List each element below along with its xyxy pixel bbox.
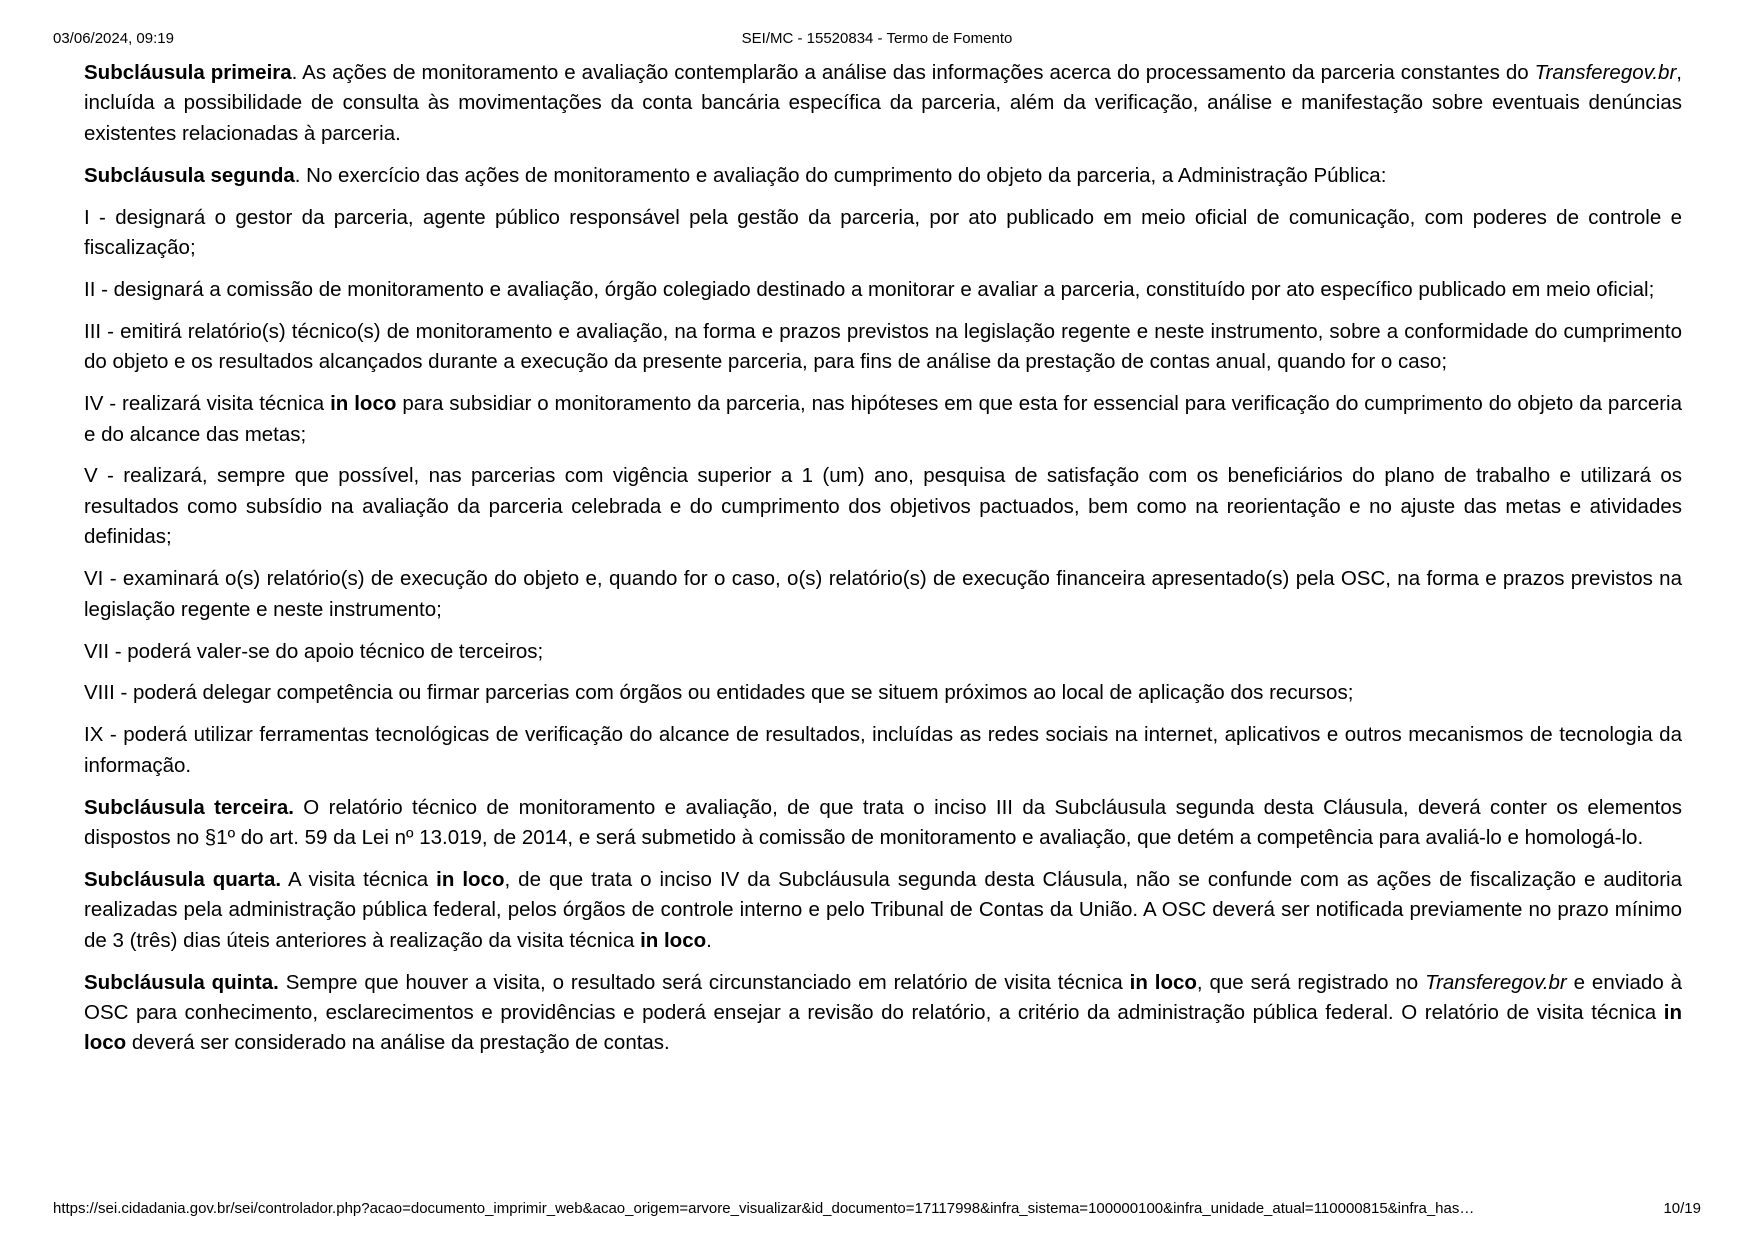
paragraph-text: O relatório técnico de monitoramento e avaliação, de que trata o inciso III da Subcláusula segunda desta Cláusula, deverá conter os elementos dispostos no §1º do art. 59 da Lei nº 13.019, de 2014, e será submetido à comissão de monitoramento e avaliação, que detém a competência para avaliá-lo e homologá-lo. xyxy=(84,795,1682,850)
item-v: V - realizará, sempre que possível, nas parcerias com vigência superior a 1 (um) ano, pesquisa de satisfação com os beneficiários do plano de trabalho e utilizará os resultados como subsídio na avaliação da parceria celebrada e do cumprimento dos objetivos pactuados, bem como na reorientação e no ajuste das metas e atividades definidas; xyxy=(84,464,1682,549)
document-title: SEI/MC - 15520834 - Termo de Fomento xyxy=(741,30,1013,47)
item-ix: IX - poderá utilizar ferramentas tecnológicas de verificação do alcance de resultados, incluídas as redes sociais na internet, aplicativos e outros mecanismos de tecnologia da informação. xyxy=(84,723,1682,777)
paragraph-text: e enviado à OSC para conhecimento, esclarecimentos e providências e poderá ensejar a revisão do relatório, a critério da administração pública federal. O relatório de visita técnica xyxy=(84,970,1683,1025)
subclause-fourth xyxy=(84,865,1682,956)
print-footer xyxy=(53,1200,1701,1220)
paragraph-text: Sempre que houver a visita, o resultado será circunstanciado em relatório de visita técnica xyxy=(278,970,1130,994)
print-timestamp: 03/06/2024, 09:19 xyxy=(53,30,174,47)
paragraph-text: . As ações de monitoramento e avaliação contemplarão a análise das informações acerca do processamento da parceria constantes do xyxy=(291,61,1535,84)
document-url: https://sei.cidadania.gov.br/sei/controlador.php?acao=documento_imprimir_web&acao_origem=arvore_visualizar&id_documento=17117998&infra_sistema=100000100&infra_unidade_atual=110000815&infra_has… xyxy=(53,1200,1475,1217)
paragraph-text: . xyxy=(706,928,712,952)
item-viii: VIII - poderá delegar competência ou firmar parcerias com órgãos ou entidades que se situem próximos ao local de aplicação dos recursos; xyxy=(84,681,1354,705)
item-iii: III - emitirá relatório(s) técnico(s) de monitoramento e avaliação, na forma e prazos previstos na legislação regente e neste instrumento, sobre a conformidade do cumprimento do objeto e os resultados alcançados durante a execução da presente parceria, para fins de análise da prestação de contas anual, quando for o caso; xyxy=(84,319,1682,374)
subclause-heading: Subcláusula segunda xyxy=(84,163,295,187)
paragraph-text: para subsidiar o monitoramento da parceria, nas hipóteses em que esta for essencial para verificação do cumprimento do objeto da parceria e do alcance das metas; xyxy=(84,392,1682,446)
subclause-heading: Subcláusula quarta. xyxy=(84,867,282,891)
item-i: I - designará o gestor da parceria, agente público responsável pela gestão da parceria, por ato publicado em meio oficial de comunicação, com poderes de controle e fiscalização; xyxy=(84,205,1682,260)
subclause-heading: Subcláusula terceira. xyxy=(84,795,294,819)
subclause-heading: Subcláusula primeira xyxy=(84,61,292,84)
in-loco-term: in loco xyxy=(84,1001,1682,1055)
system-name: Transferegov.br xyxy=(1425,970,1567,994)
in-loco-term: in loco xyxy=(330,392,397,416)
paragraph-text: , que será registrado no xyxy=(1196,970,1426,994)
item-vii: VII - poderá valer-se do apoio técnico de terceiros; xyxy=(84,639,544,663)
item-ii: II - designará a comissão de monitoramento e avaliação, órgão colegiado destinado a monitorar e avaliar a parceria, constituído por ato específico publicado em meio oficial; xyxy=(84,277,1655,301)
in-loco-term: in loco xyxy=(436,867,505,891)
item-iv xyxy=(84,389,1682,450)
subclause-first xyxy=(84,58,1682,149)
print-header xyxy=(53,30,1701,50)
page-number: 10/19 xyxy=(1663,1200,1701,1217)
in-loco-term: in loco xyxy=(640,928,707,952)
paragraph-text: IV - realizará visita técnica xyxy=(84,392,331,416)
paragraph-text: A visita técnica xyxy=(281,867,437,891)
subclause-third xyxy=(84,793,1682,854)
paragraph-text: . No exercício das ações de monitoramento e avaliação do cumprimento do objeto da parceria, a Administração Pública: xyxy=(294,163,1387,187)
subclause-fifth xyxy=(84,968,1682,1059)
document-body xyxy=(84,58,1682,1070)
paragraph-text: , de que trata o inciso IV da Subcláusula segunda desta Cláusula, não se confunde com as ações de fiscalização e auditoria realizadas pela administração pública federal, pelos órgãos de controle interno e pelo Tribunal de Contas da União. A OSC deverá ser notificada previamente no prazo mínimo de 3 (três) dias úteis anteriores à realização da visita técnica xyxy=(84,867,1682,952)
subclause-heading: Subcláusula quinta. xyxy=(84,970,279,994)
paragraph-text: deverá ser considerado na análise da prestação de contas. xyxy=(126,1031,670,1055)
system-name: Transferegov.br xyxy=(1534,61,1677,84)
paragraph-text: , incluída a possibilidade de consulta às movimentações da conta bancária específica da parceria, além da verificação, análise e manifestação sobre eventuais denúncias existentes relacionadas à parceria. xyxy=(84,61,1682,145)
in-loco-term: in loco xyxy=(1129,970,1197,994)
item-vi: VI - examinará o(s) relatório(s) de execução do objeto e, quando for o caso, o(s) relatório(s) de execução financeira apresentado(s) pela OSC, na forma e prazos previstos na legislação regente e neste instrumento; xyxy=(84,567,1682,621)
subclause-second xyxy=(84,161,1682,191)
